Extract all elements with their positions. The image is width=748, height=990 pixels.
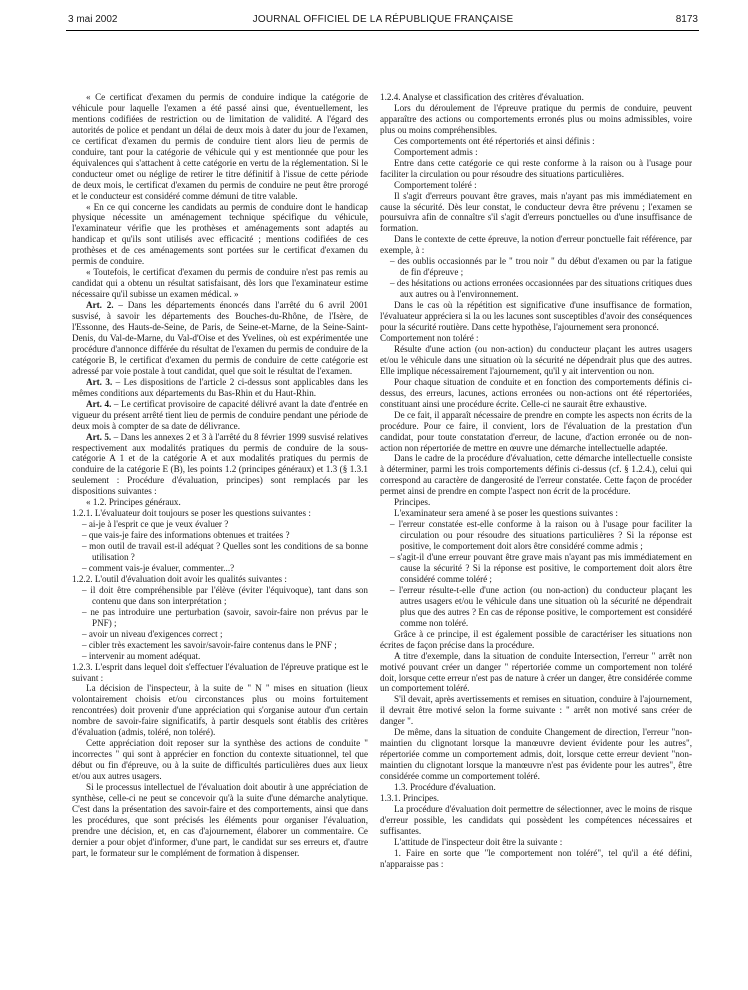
list-item: – des oublis occasionnés par le " trou noir " du début d'examen ou par la fatigue de fin d'épreuve ; — [390, 256, 692, 278]
article-text: – Les dispositions de l'article 2 ci-dessus sont applicables dans les mêmes conditions aux départements du Bas-Rhin et du Haut-Rhin. — [72, 376, 368, 398]
list-item: – mon outil de travail est-il adéquat ? Quelles sont les conditions de sa bonne utilisation ? — [82, 541, 368, 563]
subheading: Comportement toléré : — [394, 179, 477, 190]
article-label: Art. 2. — [86, 300, 114, 311]
section-heading: 1.2.2. L'outil d'évaluation doit avoir les qualités suivantes : — [72, 573, 287, 584]
list-item: – il doit être compréhensible par l'élève (éviter l'équivoque), tant dans son contenu que dans son interprétation ; — [82, 584, 368, 606]
paragraph: Dans le cadre de la procédure d'évaluation, cette démarche intellectuelle consiste à déterminer, parmi les trois comportements définis ci-dessus (cf. § 1.2.4.), celui qui correspond au caractère de dangerosité de l'erreur constatée. Cette façon de procéder permet ainsi de prendre en compte l'aspect non écrit de la procédure. — [380, 453, 692, 497]
article-label: Art. 3. — [86, 376, 113, 387]
paragraph: L'attitude de l'inspecteur doit être la suivante : — [394, 836, 563, 847]
article-2 — [72, 300, 368, 377]
list-item: – l'erreur résulte-t-elle d'une action (ou non-action) du conducteur plaçant les autres usagers et/ou le véhicule dans une situation où la sécurité ne dépendrait plus que des autres ? En cas de réponse positive, le comportement est considéré comme non toléré. — [390, 584, 692, 628]
article-text: – Le certificat provisoire de capacité délivré avant la date d'entrée en vigueur du présent arrêté tient lieu de permis de conduire pendant une période de deux mois à compter de sa date de délivrance. — [72, 398, 368, 431]
article-5 — [72, 432, 368, 498]
article-4 — [72, 399, 368, 432]
paragraph: 1. Faire en sorte que "le comportement non toléré", tel qu'il a été défini, n'apparaisse pas : — [380, 847, 692, 869]
paragraph: La décision de l'inspecteur, à la suite de " N " mises en situation (lieux volontairement choisis et/ou circonstances plus ou moins fortuitement rencontrées) doit provenir d'une appréciation qui s'organise autour d'un certain nombre de savoir-faire significatifs, à partir desquels sont établis des critères d'évaluation (admis, toléré, non toléré). — [72, 683, 368, 738]
list-item: – que vais-je faire des informations obtenues et traitées ? — [82, 530, 290, 541]
paragraph: « Ce certificat d'examen du permis de conduire indique la catégorie de véhicule pour laquelle l'examen a été passé ainsi que, éventuellement, les mentions codifiées de restriction ou de limitation de validité. A l'égard des autorités de police et pendant un délai de deux mois à dater du jour de l'examen, ce certificat d'examen du permis de conduire tient alors lieu de permis de conduire, tant pour la catégorie de véhicule qui y est mentionnée que pour les équivalences qui s'attachent à cette catégorie en vertu de la réglementation. Si le conducteur omet ou néglige de retirer le titre définitif à l'issue de cette période de deux mois, le certificat d'examen du permis de conduire ne peut être prorogé et le conducteur est considéré comme démuni de titre valable. — [72, 92, 368, 201]
paragraph: « En ce qui concerne les candidats au permis de conduire dont le handicap physique nécessite un aménagement technique spécifique du véhicule, l'examinateur vérifie que les prothèses et aménagements sont adaptés au handicap et qu'ils sont utilisés avec efficacité ; mentions codifiées de ces prothèses et de ces aménagements sont portées sur le certificat d'examen du permis de conduire. — [72, 201, 368, 267]
paragraph: « Toutefois, le certificat d'examen du permis de conduire n'est pas remis au candidat qui a obtenu un résultat satisfaisant, dès lors que l'examinateur estime nécessaire qu'il subisse un examen médical. » — [72, 267, 368, 300]
section-heading: 1.2.3. L'esprit dans lequel doit s'effectuer l'évaluation de l'épreuve pratique est le suivant : — [72, 661, 368, 683]
list-item: – des hésitations ou actions erronées occasionnées par des situations critiques dues aux autres ou à l'environnement. — [390, 278, 692, 300]
left-column — [72, 92, 368, 859]
journal-title: JOURNAL OFFICIEL DE LA RÉPUBLIQUE FRANÇAISE — [252, 14, 514, 25]
article-text: – Dans les annexes 2 et 3 à l'arrêté du 8 février 1999 susvisé relatives respectivement aux modalités pratiques du permis de conduire de la sous-catégorie A 1 et de la catégorie A et aux modalités pratiques du permis de conduire de la catégorie E (B), les points 1.2 (principes généraux) et 1.3 (§ 1.3.1 seulement : Procédure d'évaluation, principes) sont remplacés par les dispositions suivantes : — [72, 431, 368, 497]
paragraph: Grâce à ce principe, il est également possible de caractériser les situations non écrites de façon précise dans la procédure. — [380, 628, 692, 650]
paragraph: Dans le contexte de cette épreuve, la notion d'erreur ponctuelle fait référence, par exemple, à : — [380, 234, 692, 256]
subheading: Comportement admis : — [394, 146, 478, 157]
article-label: Art. 4. — [86, 398, 112, 409]
list-item: – ne pas introduire une perturbation (savoir, savoir-faire non prévus par le PNF) ; — [82, 606, 368, 628]
paragraph: Ces comportements ont été répertoriés et ainsi définis : — [394, 135, 595, 146]
list-item: – ai-je à l'esprit ce que je veux évaluer ? — [82, 519, 229, 530]
article-label: Art. 5. — [86, 431, 112, 442]
section-heading: 1.2.1. L'évaluateur doit toujours se poser les questions suivantes : — [72, 508, 311, 519]
paragraph: Entre dans cette catégorie ce qui reste conforme à la raison ou à l'usage pour faciliter la circulation ou pour résoudre des situations particulières. — [380, 157, 692, 179]
section-heading: 1.3.1. Principes. — [380, 793, 440, 803]
paragraph: De même, dans la situation de conduite Changement de direction, l'erreur "non-maintien du clignotant lorsque la manœuvre devient évidente pour les autres", répertoriée comme un comportement admis, doit, lorsque cette erreur devient "non-maintien du clignotant lorsque la manœuvre n'est pas évidente pour les autres", être considérée comme un comportement toléré. — [380, 727, 692, 782]
paragraph: Résulte d'une action (ou non-action) du conducteur plaçant les autres usagers et/ou le véhicule dans une situation où la sécurité ne dépendrait plus que des autres. Elle implique nécessairement l'ajournement, qu'il y ait intervention ou non. — [380, 343, 692, 376]
right-column — [380, 92, 692, 870]
section-heading: 1.3. Procédure d'évaluation. — [394, 782, 496, 793]
article-3 — [72, 377, 368, 399]
paragraph: Pour chaque situation de conduite et en fonction des comportements définis ci-dessus, des erreurs, lacunes, actions erronées ou non-actions ont été répertoriées, constituant ainsi une procédure écrite. Celle-ci ne saurait être exhaustive. — [380, 376, 692, 409]
subheading: Principes. — [394, 497, 431, 508]
subheading: Comportement non toléré : — [380, 332, 479, 343]
list-item: – cibler très exactement les savoir/savoir-faire contenus dans le PNF ; — [82, 639, 337, 650]
paragraph: De ce fait, il apparaît nécessaire de prendre en compte les aspects non écrits de la procédure. Pour ce faire, il convient, lors de l'évaluation de la prestation d'un candidat, pour toute constatation d'erreur, de lacune, d'action erronée ou de non-action non répertoriée de mettre en œuvre une démarche intellectuelle adaptée. — [380, 409, 692, 453]
paragraph: Dans le cas où la répétition est significative d'une insuffisance de formation, l'évaluateur appréciera si la ou les lacunes sont susceptibles d'avoir des conséquences pour la sécurité routière. Dans cette hypothèse, l'ajournement sera prononcé. — [380, 300, 692, 333]
paragraph: S'il devait, après avertissements et remises en situation, conduire à l'ajournement, il devrait être motivé selon la forme suivante : " arrêt non motivé sans créer de danger ". — [380, 694, 692, 727]
list-item: – avoir un niveau d'exigences correct ; — [82, 628, 223, 639]
list-item: – intervenir au moment adéquat. — [82, 650, 201, 661]
list-item: – comment vais-je évaluer, commenter...? — [82, 562, 235, 573]
paragraph: Si le processus intellectuel de l'évaluation doit aboutir à une appréciation de synthèse, celle-ci ne peut se concevoir qu'à la suite d'une démarche analytique. C'est dans la présentation des savoir-faire et des comportements, ainsi que dans les procédures, que sont précisés les éléments pour organiser l'évaluation, prendre une décision, et, en cas d'ajournement, élaborer un commentaire. Ce dernier a pour objet d'informer, d'une part, le candidat sur ses erreurs et, d'autre part, le formateur sur le complément de formation à dispenser. — [72, 782, 368, 858]
page-header — [68, 12, 698, 28]
paragraph: Cette appréciation doit reposer sur la synthèse des actions de conduite " incorrectes " qui sont à apprécier en fonction du contexte situationnel, tel que début ou fin d'épreuve, ou à la suite de difficultés particulières dues aux lieux et/ou aux autres usagers. — [72, 738, 368, 782]
paragraph: L'examinateur sera amené à se poser les questions suivantes : — [394, 508, 618, 519]
article-text: – Dans les départements énoncés dans l'arrêté du 6 avril 2001 susvisé, à savoir les départements des Bouches-du-Rhône, de l'Isère, de l'Essonne, des Hauts-de-Seine, de Paris, de Seine-et-Marne, de la Seine-Saint-Denis, du Val-de-Marne, du Val-d'Oise et des Yvelines, où est expérimentée une procédure d'annonce différée du résultat de l'examen du permis de conduire de la catégorie B, le certificat d'examen du permis de conduire de cette catégorie est adressé par voie postale à tout candidat, quel que soit le résultat de l'examen. — [72, 300, 368, 376]
paragraph: Il s'agit d'erreurs pouvant être graves, mais n'ayant pas mis immédiatement en cause la sécurité. Dès leur constat, le conducteur devra être prévenu ; l'examen se poursuivra afin de connaître s'il s'agit d'erreurs ponctuelles ou d'une insuffisance de formation. — [380, 190, 692, 234]
section-heading: « 1.2. Principes généraux. — [86, 497, 181, 508]
paragraph: Lors du déroulement de l'épreuve pratique du permis de conduire, peuvent apparaître des actions ou comportements erronés plus ou moins admissibles, voire plus ou moins compréhensibles. — [380, 102, 692, 135]
section-heading: 1.2.4. Analyse et classification des critères d'évaluation. — [380, 92, 584, 102]
page-number: 8173 — [675, 14, 698, 25]
paragraph: A titre d'exemple, dans la situation de conduite Intersection, l'erreur " arrêt non motivé pouvant créer un danger " répertoriée comme un comportement non toléré doit, lorsque cette erreur n'est pas de nature à créer un danger, être considérée comme un comportement toléré. — [380, 650, 692, 694]
header-rule — [66, 30, 699, 31]
paragraph: La procédure d'évaluation doit permettre de sélectionner, avec le moins de risque d'erreur possible, les candidats qui possèdent les compétences nécessaires et suffisantes. — [380, 803, 692, 836]
issue-date: 3 mai 2002 — [68, 14, 118, 25]
list-item: – l'erreur constatée est-elle conforme à la raison ou à l'usage pour faciliter la circulation ou pour résoudre des situations particulières ? Si la réponse est positive, le comportement doit alors être considéré comme admis ; — [390, 519, 692, 552]
list-item: – s'agit-il d'une erreur pouvant être grave mais n'ayant pas mis immédiatement en cause la sécurité ? Si la réponse est positive, le comportement doit alors être considéré comme toléré ; — [390, 552, 692, 584]
